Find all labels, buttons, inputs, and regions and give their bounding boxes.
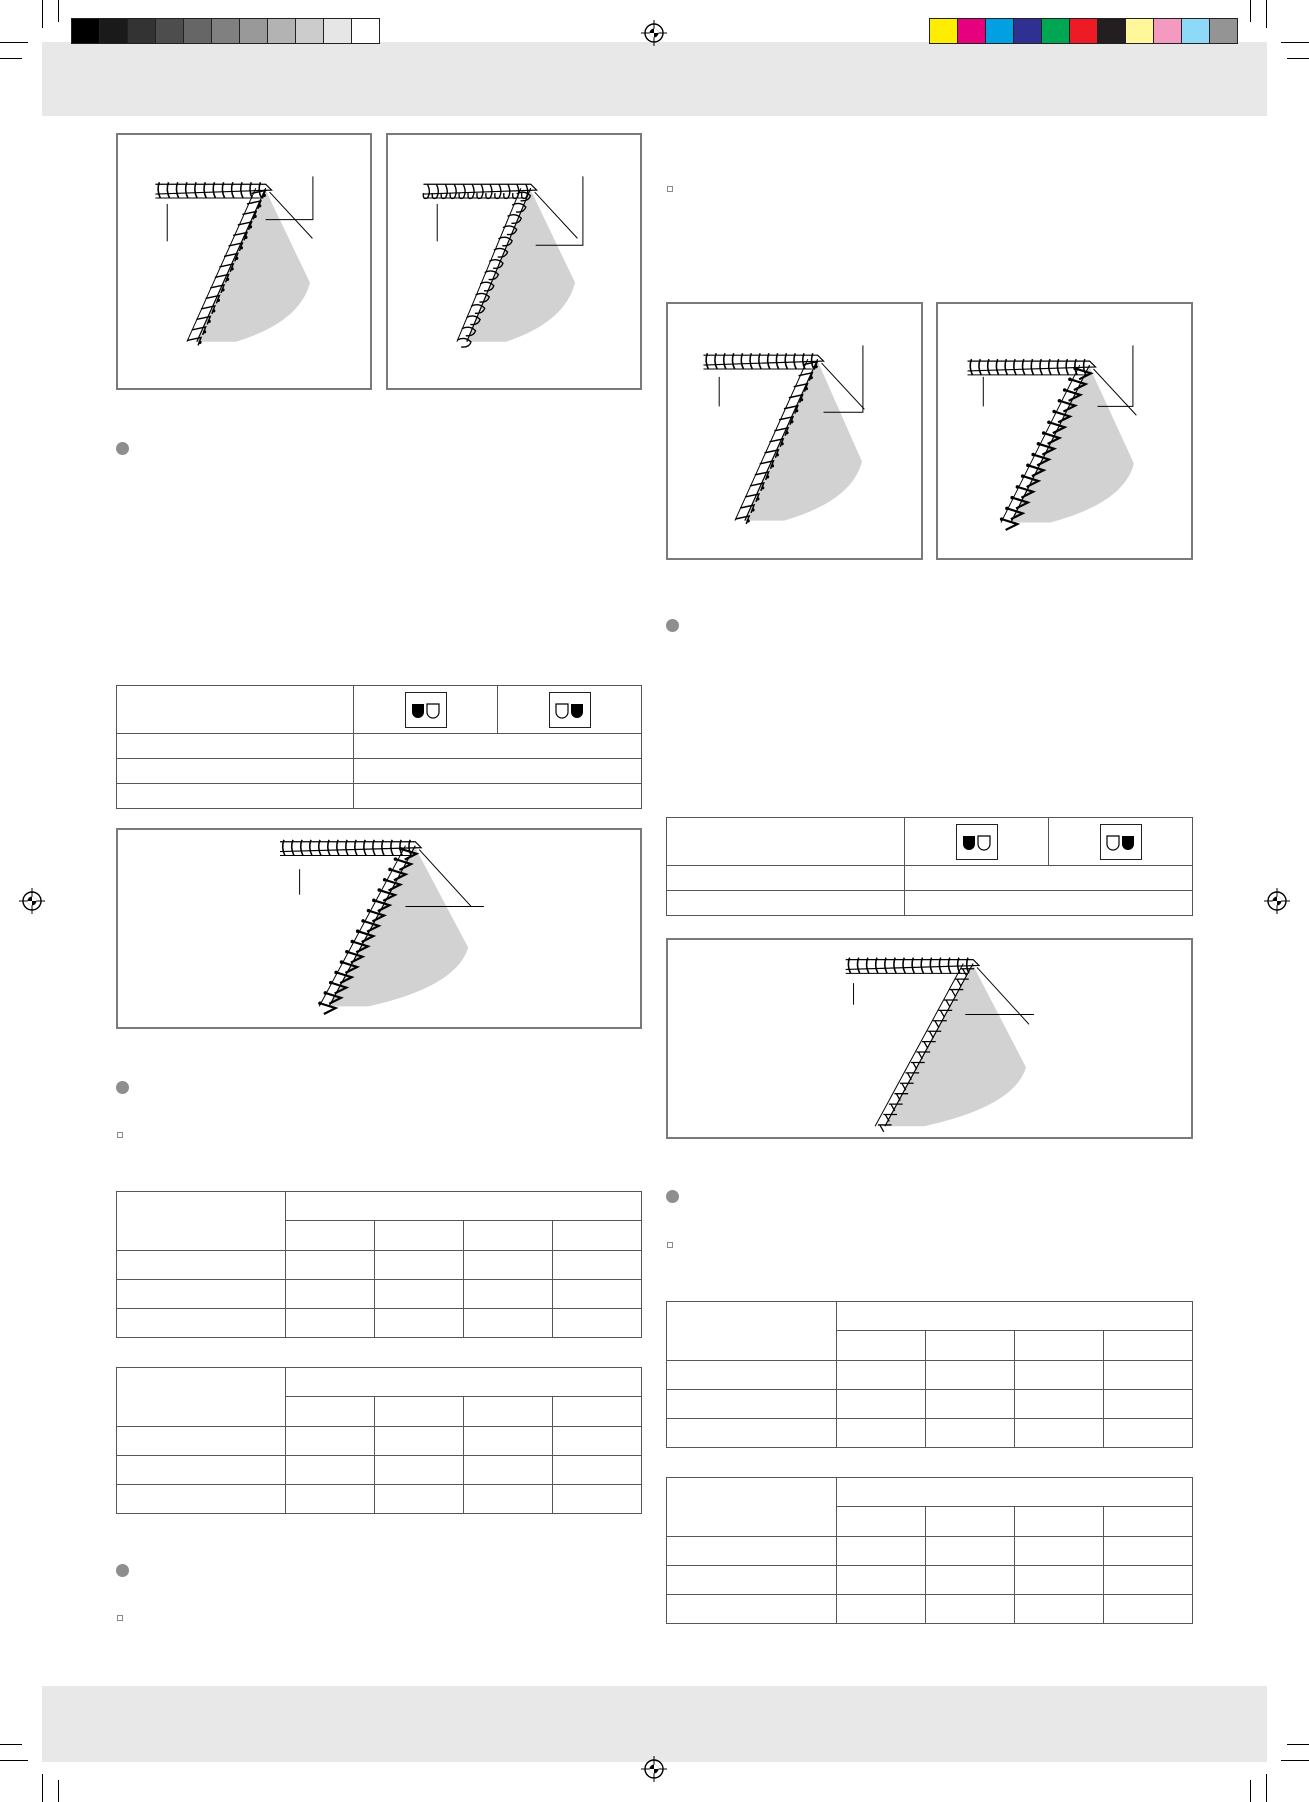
- table-cell: [1015, 1566, 1104, 1595]
- registration-mark-icon: [19, 888, 45, 914]
- table-cell: [926, 1419, 1015, 1448]
- stitch-figure-zigzag: [116, 828, 642, 1029]
- table-cell: [117, 1456, 286, 1485]
- table-cell: [837, 1331, 926, 1361]
- grey-swatch: [99, 18, 128, 44]
- table-cell: [837, 1361, 926, 1390]
- section-bullet: [116, 1564, 129, 1577]
- table-cell: [464, 1309, 553, 1338]
- crop-mark: [1287, 1744, 1309, 1745]
- process-swatch: [1013, 18, 1042, 44]
- table-cell: [117, 1427, 286, 1456]
- section-bullet: [666, 1190, 679, 1203]
- table-cell: [117, 734, 354, 759]
- table-cell: [667, 1419, 837, 1448]
- stitch-illustration: [118, 830, 640, 1027]
- footer-band: [42, 1686, 1267, 1762]
- grey-swatch: [127, 18, 156, 44]
- table-cell: [354, 734, 642, 759]
- stitch-illustration: [118, 135, 370, 388]
- grey-swatch: [351, 18, 380, 44]
- section-bullet: [666, 619, 679, 632]
- stitch-illustration: [388, 135, 640, 388]
- stitch-figure-overlock: [666, 302, 923, 560]
- table-cell: [553, 1280, 642, 1309]
- table-cell: [117, 1251, 286, 1280]
- needle-position-table: [116, 685, 642, 809]
- table-cell: [926, 1595, 1015, 1624]
- table-cell: [464, 1221, 553, 1251]
- table-cell: [117, 686, 354, 734]
- table-cell: [354, 759, 642, 784]
- grey-swatch: [239, 18, 268, 44]
- crop-mark: [1266, 1774, 1267, 1802]
- table-cell: [1104, 1390, 1193, 1419]
- table-cell: [464, 1280, 553, 1309]
- table-cell: [926, 1507, 1015, 1537]
- crop-mark: [1250, 0, 1251, 22]
- table-cell: [837, 1537, 926, 1566]
- table-cell: [375, 1427, 464, 1456]
- registration-mark-icon: [1264, 888, 1290, 914]
- crop-mark: [42, 0, 43, 28]
- needle-position-table: [666, 817, 1193, 916]
- table-cell: [464, 1251, 553, 1280]
- stitch-illustration: [668, 940, 1191, 1137]
- table-cell: [375, 1485, 464, 1514]
- table-cell: [464, 1485, 553, 1514]
- needle-left-icon: [405, 692, 447, 728]
- table-cell: [905, 891, 1193, 916]
- table-cell: [553, 1427, 642, 1456]
- thread-tension-table: [666, 1477, 1193, 1624]
- stitch-illustration: [938, 304, 1191, 558]
- table-cell: [1104, 1595, 1193, 1624]
- section-bullet: [116, 1081, 129, 1094]
- checkbox-icon: [667, 1242, 673, 1248]
- crop-mark: [58, 0, 59, 22]
- table-cell: [837, 1478, 1193, 1507]
- process-swatch: [1041, 18, 1070, 44]
- table-cell: [553, 1485, 642, 1514]
- needle-left-icon: [956, 824, 998, 860]
- table-cell: [1015, 1595, 1104, 1624]
- table-cell: [926, 1390, 1015, 1419]
- table-cell: [1104, 1537, 1193, 1566]
- table-cell: [667, 1478, 837, 1537]
- table-cell: [553, 1251, 642, 1280]
- table-cell: [905, 818, 1049, 866]
- stitch-figure-loop-overlock: [386, 133, 642, 390]
- process-swatch: [1125, 18, 1154, 44]
- table-cell: [286, 1309, 375, 1338]
- table-cell: [667, 891, 905, 916]
- table-cell: [117, 759, 354, 784]
- grey-swatch: [183, 18, 212, 44]
- thread-tension-table: [666, 1301, 1193, 1448]
- table-cell: [286, 1456, 375, 1485]
- registration-mark-icon: [641, 20, 667, 46]
- table-cell: [286, 1221, 375, 1251]
- process-swatch: [1153, 18, 1182, 44]
- thread-tension-table: [116, 1367, 642, 1514]
- stitch-illustration: [668, 304, 921, 558]
- crop-mark: [1250, 1780, 1251, 1802]
- table-cell: [926, 1537, 1015, 1566]
- table-cell: [375, 1280, 464, 1309]
- table-cell: [117, 1368, 286, 1427]
- table-cell: [464, 1397, 553, 1427]
- table-cell: [905, 866, 1193, 891]
- process-swatch: [1209, 18, 1238, 44]
- table-cell: [553, 1309, 642, 1338]
- table-cell: [117, 1309, 286, 1338]
- crop-mark: [0, 1760, 28, 1761]
- table-cell: [1015, 1419, 1104, 1448]
- table-cell: [498, 686, 642, 734]
- table-cell: [286, 1368, 642, 1397]
- process-swatch: [1097, 18, 1126, 44]
- crop-mark: [1281, 1760, 1309, 1761]
- table-cell: [286, 1427, 375, 1456]
- table-cell: [837, 1390, 926, 1419]
- table-cell: [375, 1309, 464, 1338]
- crop-mark: [0, 42, 28, 43]
- table-cell: [286, 1251, 375, 1280]
- table-cell: [553, 1221, 642, 1251]
- table-cell: [837, 1595, 926, 1624]
- table-cell: [1104, 1331, 1193, 1361]
- table-cell: [1015, 1390, 1104, 1419]
- table-cell: [667, 1361, 837, 1390]
- crop-mark: [58, 1780, 59, 1802]
- table-cell: [667, 1566, 837, 1595]
- crop-mark: [0, 58, 22, 59]
- header-band: [42, 42, 1267, 116]
- table-cell: [375, 1397, 464, 1427]
- grey-swatch: [211, 18, 240, 44]
- process-swatch: [929, 18, 958, 44]
- section-bullet: [116, 442, 129, 455]
- checkbox-icon: [117, 1132, 123, 1138]
- needle-right-icon: [549, 692, 591, 728]
- process-swatch: [985, 18, 1014, 44]
- table-cell: [926, 1566, 1015, 1595]
- table-cell: [667, 1595, 837, 1624]
- crop-mark: [42, 1774, 43, 1802]
- table-cell: [375, 1221, 464, 1251]
- table-cell: [464, 1456, 553, 1485]
- stitch-figure-zigzag-narrow: [936, 302, 1193, 560]
- table-cell: [1015, 1507, 1104, 1537]
- crop-mark: [1287, 58, 1309, 59]
- table-cell: [837, 1419, 926, 1448]
- process-swatch: [1181, 18, 1210, 44]
- table-cell: [464, 1427, 553, 1456]
- process-swatch: [1069, 18, 1098, 44]
- checkbox-icon: [117, 1615, 123, 1621]
- table-cell: [1015, 1331, 1104, 1361]
- table-cell: [667, 1537, 837, 1566]
- table-cell: [926, 1361, 1015, 1390]
- table-cell: [1049, 818, 1193, 866]
- table-cell: [117, 1485, 286, 1514]
- crop-mark: [1281, 42, 1309, 43]
- table-cell: [1104, 1419, 1193, 1448]
- table-cell: [375, 1251, 464, 1280]
- table-cell: [286, 1192, 642, 1221]
- registration-mark-icon: [641, 1756, 667, 1782]
- table-cell: [286, 1280, 375, 1309]
- table-cell: [1104, 1566, 1193, 1595]
- table-cell: [667, 818, 905, 866]
- table-cell: [553, 1456, 642, 1485]
- table-cell: [837, 1302, 1193, 1331]
- grey-swatch: [323, 18, 352, 44]
- grey-swatch: [267, 18, 296, 44]
- grey-swatch: [71, 18, 100, 44]
- table-cell: [1104, 1507, 1193, 1537]
- grey-swatch: [295, 18, 324, 44]
- crop-mark: [0, 1744, 22, 1745]
- crop-mark: [1266, 0, 1267, 28]
- table-cell: [375, 1456, 464, 1485]
- grey-swatch: [155, 18, 184, 44]
- checkbox-icon: [667, 186, 673, 192]
- table-cell: [837, 1507, 926, 1537]
- process-swatch: [957, 18, 986, 44]
- table-cell: [117, 784, 354, 809]
- table-cell: [354, 784, 642, 809]
- table-cell: [1104, 1361, 1193, 1390]
- stitch-figure-ladder: [666, 938, 1193, 1139]
- table-cell: [553, 1397, 642, 1427]
- table-cell: [837, 1566, 926, 1595]
- table-cell: [667, 1390, 837, 1419]
- thread-tension-table: [116, 1191, 642, 1338]
- table-cell: [354, 686, 498, 734]
- stitch-figure-overlock: [116, 133, 372, 390]
- table-cell: [286, 1485, 375, 1514]
- table-cell: [667, 866, 905, 891]
- table-cell: [1015, 1361, 1104, 1390]
- table-cell: [667, 1302, 837, 1361]
- needle-right-icon: [1100, 824, 1142, 860]
- table-cell: [926, 1331, 1015, 1361]
- table-cell: [117, 1280, 286, 1309]
- table-cell: [286, 1397, 375, 1427]
- table-cell: [1015, 1537, 1104, 1566]
- table-cell: [117, 1192, 286, 1251]
